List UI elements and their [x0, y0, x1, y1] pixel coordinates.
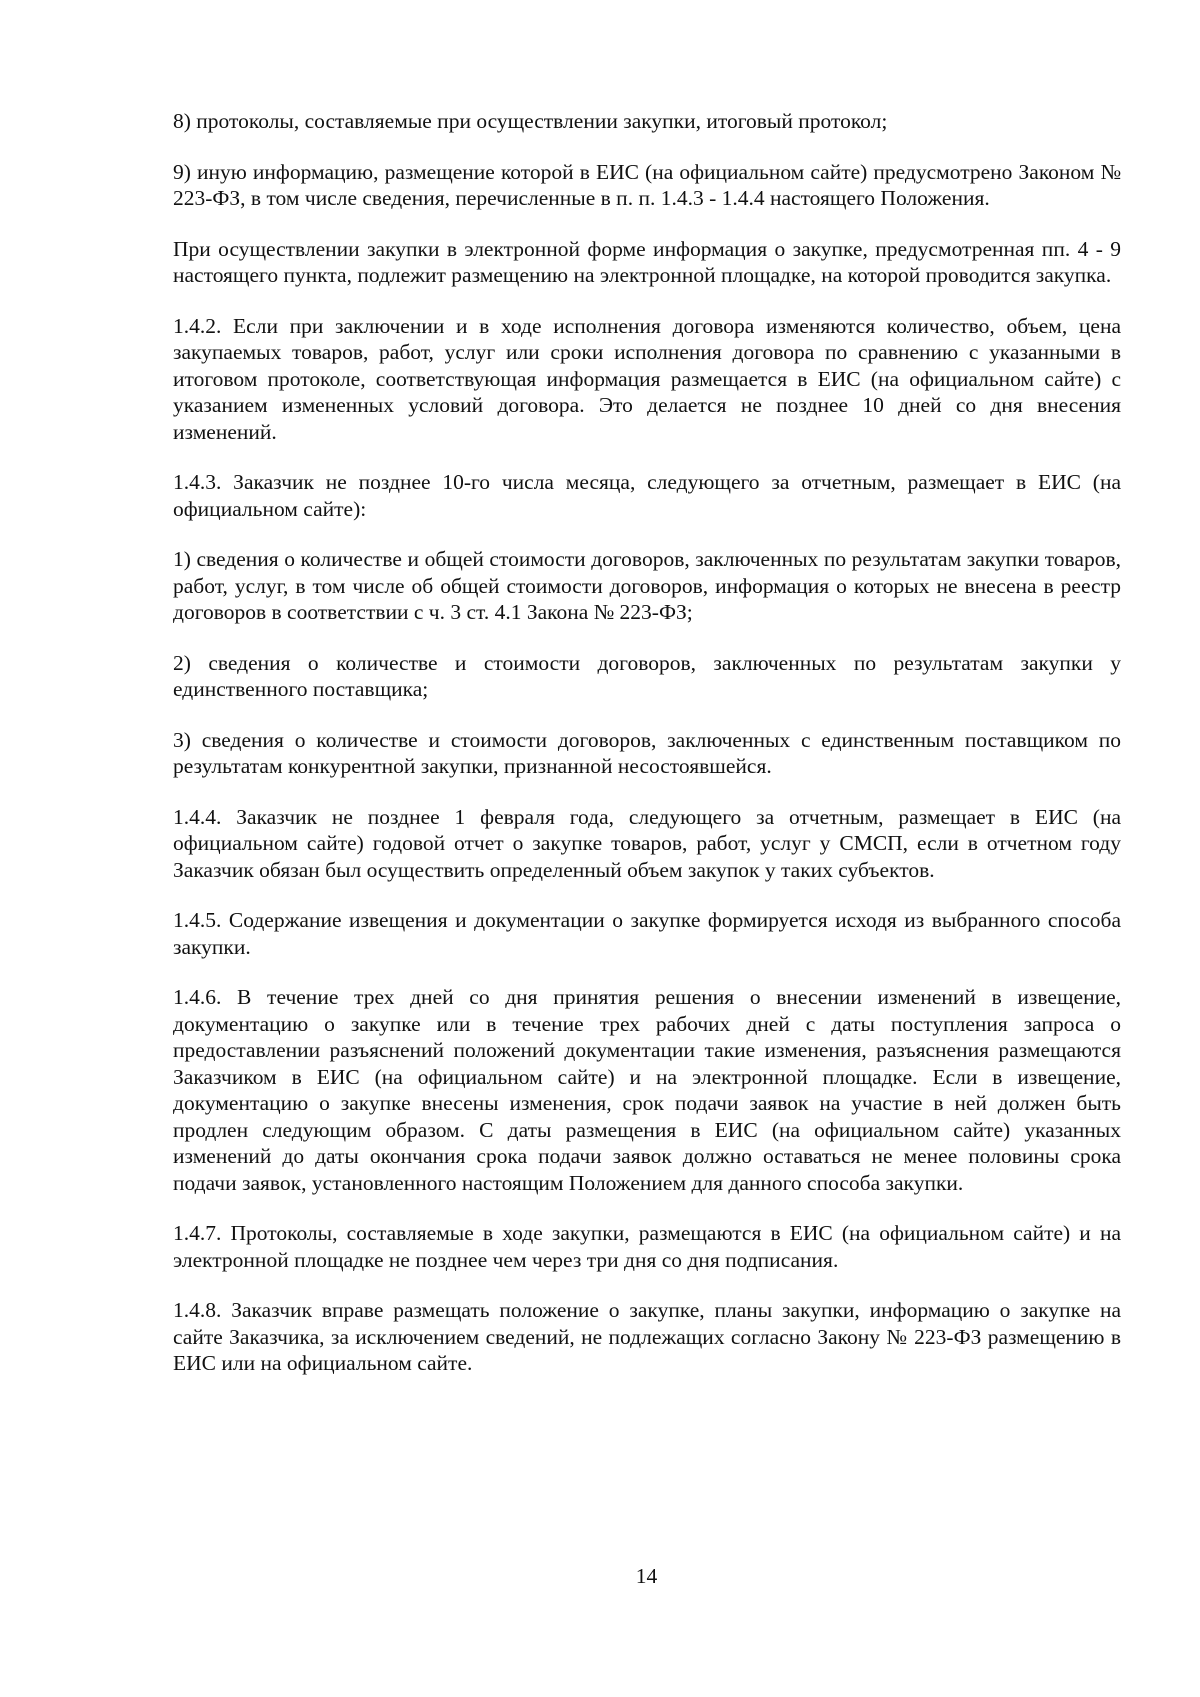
page-number: 14 — [635, 1564, 658, 1588]
paragraph-item-8: 8) протоколы, составляемые при осуществлении закупки, итоговый протокол; — [173, 109, 888, 133]
paragraph-1-4-6: 1.4.6. В течение трех дней со дня принятия решения о внесении изменений в извещение, документацию о закупке или в течение трех рабочих дней с даты поступления запроса о предоставлении разъяснений положений документации такие изменения, разъяснения размещаются Заказчиком в ЕИС (на официальном сайте) и на электронной площадке. Если в извещение, документацию о закупке внесены изменения, срок подачи заявок на участие в ней должен быть продлен следующим образом. С даты размещения в ЕИС (на официальном сайте) указанных изменений до даты окончания срока подачи заявок должно оставаться не менее половины срока подачи заявок, установленного настоящим Положением для данного способа закупки. — [173, 985, 1121, 1195]
paragraph-1-4-3: 1.4.3. Заказчик не позднее 10-го числа месяца, следующего за отчетным, размещает в ЕИС (на официальном сайте): — [173, 470, 1121, 521]
paragraph-1-4-5: 1.4.5. Содержание извещения и документации о закупке формируется исходя из выбранного способа закупки. — [173, 908, 1121, 959]
document-body — [173, 108, 1121, 1401]
paragraph-1-4-3-item-3: 3) сведения о количестве и стоимости договоров, заключенных с единственным поставщиком по результатам конкурентной закупки, признанной несостоявшейся. — [173, 727, 1121, 778]
paragraph-1-4-7: 1.4.7. Протоколы, составляемые в ходе закупки, размещаются в ЕИС (на официальном сайте) и на электронной площадке не позднее чем через три дня со дня подписания. — [173, 1221, 1121, 1272]
paragraph-1-4-8: 1.4.8. Заказчик вправе размещать положение о закупке, планы закупки, информацию о закупке на сайте Заказчика, за исключением сведений, не подлежащих согласно Закону № 223-ФЗ размещению в ЕИС или на официальном сайте. — [173, 1298, 1121, 1375]
paragraph-1-4-3-item-1: 1) сведения о количестве и общей стоимости договоров, заключенных по результатам закупки товаров, работ, услуг, в том числе об общей стоимости договоров, информация о которых не внесена в реестр договоров в соответствии с ч. 3 ст. 4.1 Закона № 223-ФЗ; — [173, 547, 1121, 624]
paragraph-1-4-3-item-2: 2) сведения о количестве и стоимости договоров, заключенных по результатам закупки у единственного поставщика; — [173, 650, 1121, 701]
paragraph-item-9: 9) иную информацию, размещение которой в ЕИС (на официальном сайте) предусмотрено Законом № 223-ФЗ, в том числе сведения, перечисленные в п. п. 1.4.3 - 1.4.4 настоящего Положения. — [173, 159, 1121, 210]
paragraph-electronic-form: При осуществлении закупки в электронной форме информация о закупке, предусмотренная пп. 4 - 9 настоящего пункта, подлежит размещению на электронной площадке, на которой проводится закупка. — [173, 236, 1121, 287]
paragraph-1-4-2: 1.4.2. Если при заключении и в ходе исполнения договора изменяются количество, объем, цена закупаемых товаров, работ, услуг или сроки исполнения договора по сравнению с указанными в итоговом протоколе, соответствующая информация размещается в ЕИС (на официальном сайте) с указанием измененных условий договора. Это делается не позднее 10 дней со дня внесения изменений. — [173, 313, 1121, 444]
paragraph-1-4-4: 1.4.4. Заказчик не позднее 1 февраля года, следующего за отчетным, размещает в ЕИС (на официальном сайте) годовой отчет о закупке товаров, работ, услуг у СМСП, если в отчетном году Заказчик обязан был осуществить определенный объем закупок у таких субъектов. — [173, 804, 1121, 882]
